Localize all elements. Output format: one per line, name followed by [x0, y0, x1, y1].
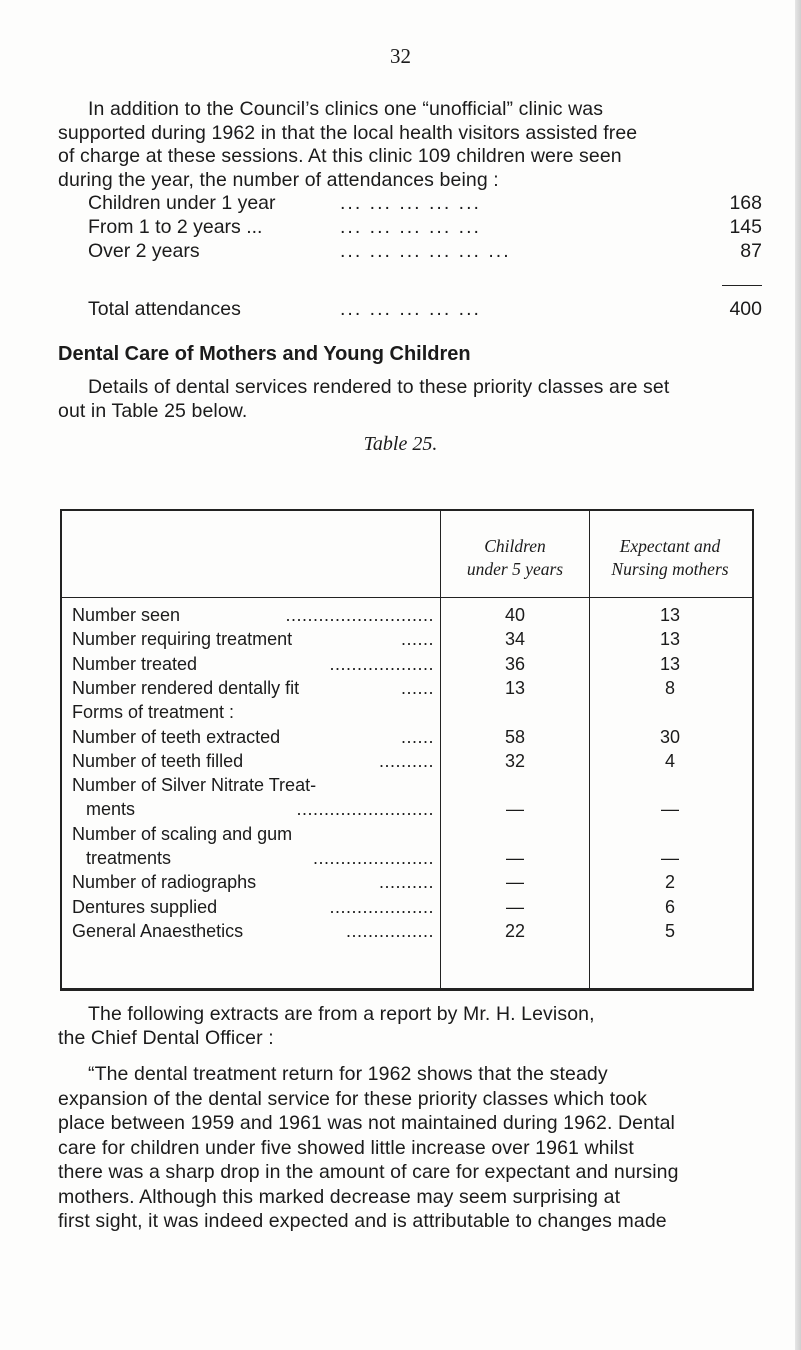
row-label-text: Number of Silver Nitrate Treat-: [72, 775, 317, 796]
cell-mothers: 30: [659, 726, 681, 747]
row-label-text: Number seen: [72, 605, 181, 625]
cell-children: 58: [504, 726, 526, 747]
dot-leader: .........................: [296, 799, 434, 820]
cell-mothers: [590, 824, 750, 848]
text-line: In addition to the Council’s clinics one “unofficial” clinic was: [88, 98, 604, 120]
row-label-text: Number of scaling and gum: [72, 823, 293, 844]
dot-leader: ................: [345, 920, 434, 941]
dot-leader: ... ... ... ... ...: [340, 298, 481, 320]
table-row-label: [64, 824, 436, 848]
cell-mothers: [590, 702, 750, 726]
table-row-label: [64, 848, 436, 872]
section-heading: Dental Care of Mothers and Young Children: [58, 343, 471, 365]
attendance-total-value: 400: [729, 298, 762, 320]
text-line: “The dental treatment return for 1962 shows that the steady: [88, 1063, 608, 1085]
row-label-text: Number of teeth filled: [72, 750, 244, 771]
cell-children: [440, 702, 590, 726]
quote-paragraph: [58, 1062, 762, 1234]
cell-mothers: 13: [659, 653, 681, 674]
cell-mothers: 2: [664, 872, 675, 893]
table-row-label: [64, 799, 436, 823]
attendance-row: [88, 192, 762, 216]
dot-leader: ..........: [378, 872, 434, 893]
row-label-text: Number rendered dentally fit: [72, 677, 300, 698]
text-line: place between 1959 and 1961 was not maintained during 1962. Dental: [58, 1112, 675, 1134]
row-label-text: Number treated: [72, 653, 198, 674]
table-row-label: [64, 629, 436, 653]
extract-paragraph: [58, 1003, 762, 1050]
dot-leader: ..........: [378, 750, 434, 771]
row-label-text: ments: [86, 799, 136, 820]
dot-leader: ... ... ... ... ... ...: [340, 240, 511, 262]
cell-mothers: [590, 775, 750, 799]
page-number: 32: [390, 44, 411, 68]
dot-leader: ......: [400, 629, 434, 650]
text-line: expansion of the dental service for these priority classes which took: [58, 1087, 647, 1110]
cell-children: [440, 775, 590, 799]
dot-leader: ...........................: [285, 605, 434, 625]
dot-leader: ... ... ... ... ...: [340, 192, 481, 214]
attendance-total-row: [88, 298, 762, 322]
cell-children: 22: [504, 920, 526, 941]
table-row-label: [64, 678, 436, 702]
table-row-label: [64, 751, 436, 775]
row-label-text: Forms of treatment :: [72, 702, 235, 723]
text-line: of charge at these sessions. At this clinic 109 children were seen: [58, 145, 622, 167]
cell-children: 34: [504, 629, 526, 650]
header-rule: [62, 597, 752, 598]
cell-children: 32: [504, 750, 526, 771]
column-header-line: Expectant and: [619, 536, 721, 556]
attendance-total-label: Total attendances: [88, 298, 241, 320]
column-header-mothers: [590, 535, 750, 581]
row-label-text: treatments: [86, 848, 172, 868]
attendance-row: [88, 216, 762, 240]
table-row-label: [64, 921, 436, 945]
details-paragraph: [58, 376, 762, 423]
cell-children: —: [506, 896, 524, 917]
text-line: the Chief Dental Officer :: [58, 1026, 274, 1049]
text-line: there was a sharp drop in the amount of care for expectant and nursing: [58, 1161, 679, 1183]
cell-children: 13: [504, 677, 526, 698]
text-line: first sight, it was indeed expected and is attributable to changes made: [58, 1210, 667, 1232]
intro-paragraph: [58, 98, 762, 192]
row-label-text: Number requiring treatment: [72, 629, 293, 650]
table-row-label: [64, 872, 436, 896]
column-header-line: under 5 years: [466, 559, 564, 579]
dot-leader: ... ... ... ... ...: [340, 216, 481, 238]
cell-children: 36: [504, 653, 526, 674]
cell-mothers: —: [661, 848, 679, 868]
cell-children: —: [506, 848, 524, 868]
column-header-line: Children: [484, 536, 546, 556]
text-line: The following extracts are from a report by Mr. H. Levison,: [88, 1003, 595, 1025]
attendance-label: From 1 to 2 years ...: [88, 216, 263, 238]
text-line: mothers. Although this marked decrease may seem surprising at: [58, 1185, 621, 1208]
dot-leader: ...................: [329, 896, 434, 917]
cell-mothers: 13: [659, 629, 681, 650]
cell-mothers: —: [661, 799, 679, 820]
dental-care-table: [60, 509, 754, 991]
cell-mothers: 5: [664, 920, 675, 941]
text-line: during the year, the number of attendances being :: [58, 168, 499, 191]
attendance-value: 87: [740, 240, 762, 262]
table-row-label: [64, 702, 436, 726]
cell-mothers: 4: [664, 750, 675, 771]
text-line: supported during 1962 in that the local health visitors assisted free: [58, 121, 638, 144]
attendance-label: Over 2 years: [88, 240, 200, 262]
table-caption: Table 25.: [363, 433, 438, 455]
cell-mothers: 6: [664, 896, 675, 917]
row-label-text: General Anaesthetics: [72, 920, 244, 941]
attendance-row: [88, 240, 762, 264]
dot-leader: ......................: [312, 848, 434, 868]
row-label-text: Number of teeth extracted: [72, 726, 281, 747]
cell-mothers: 13: [659, 605, 681, 625]
sum-rule: [722, 285, 762, 286]
column-header-children: [440, 535, 590, 581]
table-row-label: [64, 897, 436, 921]
cell-children: —: [506, 872, 524, 893]
cell-children: [440, 824, 590, 848]
table-row-label: [64, 654, 436, 678]
attendance-value: 168: [729, 192, 762, 214]
table-row-label: [64, 727, 436, 751]
dot-leader: ......: [400, 677, 434, 698]
text-line: Details of dental services rendered to these priority classes are set: [88, 376, 670, 398]
dot-leader: ......: [400, 726, 434, 747]
row-label-text: Number of radiographs: [72, 872, 257, 893]
cell-mothers: 8: [664, 677, 675, 698]
column-header-line: Nursing mothers: [611, 559, 729, 579]
table-row-label: [64, 775, 436, 799]
table-row-label: [64, 605, 436, 629]
dot-leader: ...................: [329, 653, 434, 674]
page-edge-shadow: [795, 0, 801, 1350]
cell-children: —: [506, 799, 524, 820]
cell-children: 40: [504, 605, 526, 625]
text-line: care for children under five showed little increase over 1961 whilst: [58, 1136, 634, 1159]
attendance-label: Children under 1 year: [88, 192, 276, 214]
text-line: out in Table 25 below.: [58, 399, 248, 422]
row-label-text: Dentures supplied: [72, 896, 218, 917]
attendance-value: 145: [729, 216, 762, 238]
